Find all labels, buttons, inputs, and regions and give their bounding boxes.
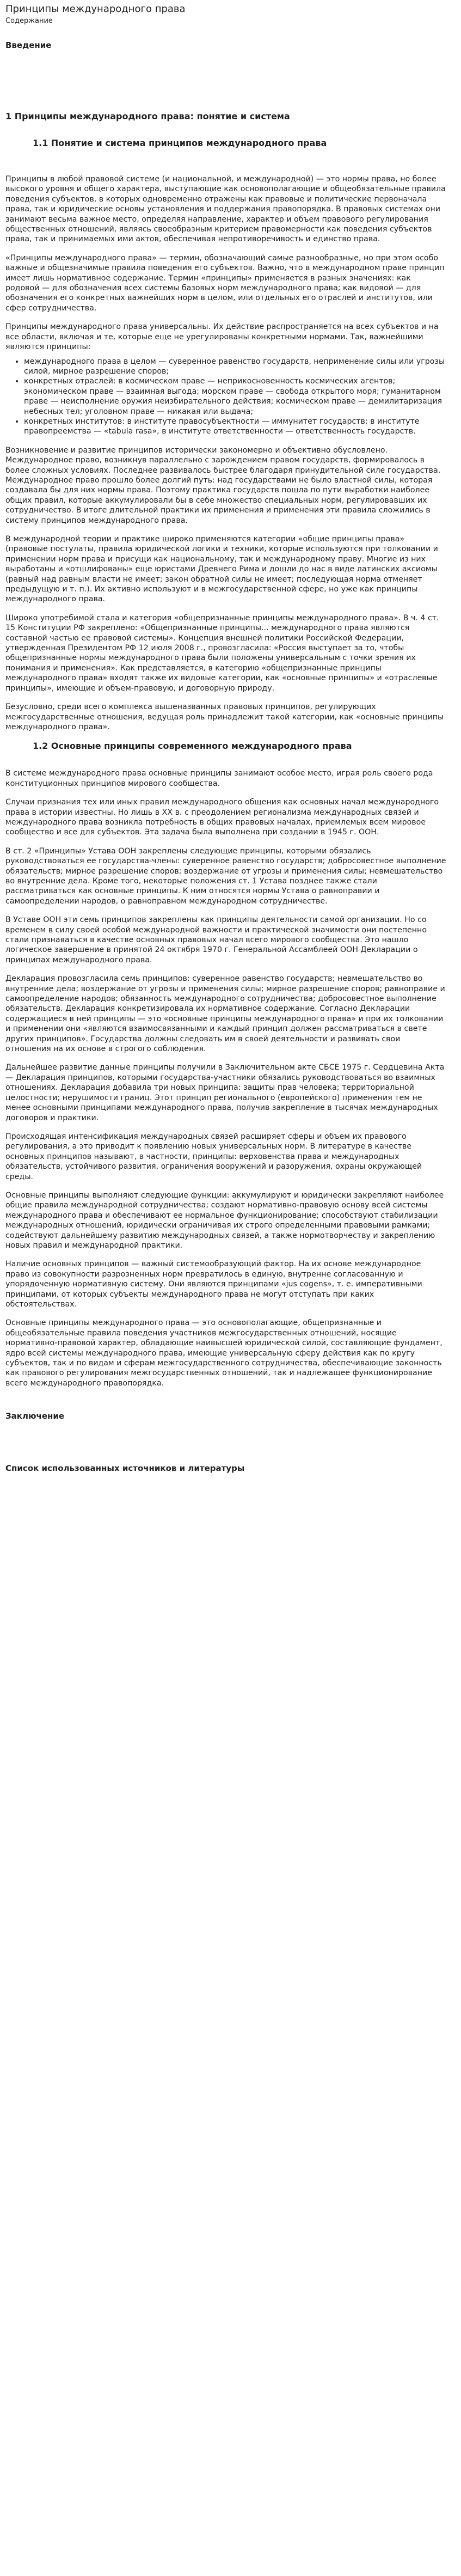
- heading-section-1-1: 1.1 Понятие и система принципов международного права: [33, 138, 327, 148]
- heading-section-1: 1 Принципы международного права: понятие и система: [5, 111, 290, 121]
- paragraph: В ст. 2 «Принципы» Устава ООН закреплены следующие принципы, которыми обязались руководствоваться ее государства-члены: суверенное равенство государств; добросовестное выполнение обязательств; мирное разрешение споров; воздержание от угрозы и применения силы; невмешательство во внутренние дела. Кроме того, некоторые положения ст. 1 Устава позднее также стали рассматриваться как основные принципы. К ним относятся нормы Устава о равноправии и самоопределении народов, о равноправном международном сотрудничестве.: [5, 846, 446, 906]
- paragraph: Декларация провозгласила семь принципов: суверенное равенство государств; невмешательство во внутренние дела; воздержание от угрозы и применения силы; мирное разрешение споров; равноправие и самоопределение народов; обязанность международного сотрудничества; добросовестное выполнение обязательств. Декларация конкретизировала их нормативное содержание. Согласно Декларации содержащиеся в ней принципы — это «основные принципы международного права» и при их толковании и применении они «являются взаимосвязанными и каждый принцип должен рассматриваться в свете других принципов». Государства должны следовать им в своей деятельности и развивать свои отношения на их основе в строгого соблюдения.: [5, 974, 445, 1054]
- paragraph: Происходящая интенсификация международных связей расширяет сферы и объем их правового регулирования, а это приводит к появлению новых универсальных норм. В литературе в качестве основных принципов называют, в частности, принципы: верховенства права и международных обязательств, устойчивого развития, ограничения вооружений и разоружения, охраны окружающей среды.: [5, 1132, 422, 1181]
- paragraph: Случаи признания тех или иных правил международного общения как основных начал международного права в истории известны. Но лишь в ХХ в. с преодолением регионализма международных связей и международного права возникла потребность в общих правовых началах, приемлемых всем мировое сообщество и все для субъектов. Эта задача была выполнена при создании в 1945 г. ООН.: [5, 798, 439, 837]
- heading-sources: Список использованных источников и литературы: [5, 1463, 245, 1474]
- heading-conclusion: Заключение: [5, 1411, 65, 1421]
- paragraph: Наличие основных принципов — важный системообразующий фактор. На их основе международное право из совокупности разрозненных норм превратилось в единую, внутренне согласованную и упорядоченную нормативную систему. Они являются принципами «jus cogens», т. е. императивными принципами, от которых субъекты международного права не могут отступать при каких обстоятельствах.: [5, 1260, 422, 1309]
- heading-introduction: Введение: [5, 40, 52, 50]
- paragraph: «Принципы международного права» — термин, обозначающий самые разнообразные, но при этом особо важные и общезначимые правила поведения его субъектов. Важно, что в международном праве принцип имеет лишь нормативное содержание. Термин «принципы» применяется в разных значениях: как родовой — для обозначения всех системы базовых норм международного права; как видовой — для обозначения его конкретных важнейших норм в целом, или отдельных его отраслей и институтов, или сфер сотрудничества.: [5, 253, 445, 313]
- paragraph: Широко употребимой стала и категория «общепризнанные принципы международного права». В ч. 4 ст. 15 Конституции РФ закреплено: «Общепризнанные принципы... международного права являются составной частью ее правовой системы». Концепция внешней политики Российской Федерации, утвержденная Президентом РФ 12 июля 2008 г., провозгласила: «Россия выступает за то, чтобы общепризнанные нормы международного права были положены универсальным с точки зрения их понимания и применения». Как представляется, в категорию «общепризнанные принципы международного права» входят также их видовые категории, как «основные принципы» и «отраслевые принципы», имеющие и объем-правовую, и договорную природу.: [5, 613, 439, 693]
- heading-section-1-2: 1.2 Основные принципы современного международного права: [33, 741, 352, 752]
- paragraph: Возникновение и развитие принципов исторически закономерно и объективно обусловлено. Международное право, возникнув параллельно с зарождением правом государств, формировалось в более сложных условиях. Последнее развивалось быстрее благодаря принудительной силе государства. Международное право прошло более долгий путь: над государствами не было властной силы, которая создавала бы для них нормы права. Поэтому практика государств пошла по пути выработки наиболее общих правил, которые аккумулировали бы в себе множество специальных норм, регулировавших их сотрудничество. В итоге длительной практики их применения и применения эти правила сложились в систему принципов международного права.: [5, 445, 441, 525]
- paragraph: Безусловно, среди всего комплекса вышеназванных правовых принципов, регулирующих межгосударственные отношения, ведущая роль принадлежит такой категории, как «основные принципы международного права».: [5, 703, 444, 731]
- toc-label: Содержание: [5, 17, 53, 25]
- list-item: • конкретных институтов: в институте правосубъектности — иммунитет государств; в институте правопреемства — «tabula rasa», в институте ответственности — ответственность государств.: [24, 417, 448, 437]
- paragraph: В Уставе ООН эти семь принципов закреплены как принципы деятельности самой организации. Но со временем в силу своей особой международной важности и практической значимости они постепенно стали признаваться в качестве основных правовых начал всего мирового сообщества. Это нашло логическое завершение в принятой 24 октября 1970 г. Генеральной Ассамблеей ООН Декларации о принципах международного права.: [5, 915, 427, 965]
- paragraph: В международной теории и практике широко применяются категории «общие принципы права» (правовые постулаты, правила юридической логики и техники, которые используются при толковании и применении норм права и присущи как национальному, так и международному праву. Многие из них выработаны и «отшлифованы» еще юристами Древнего Рима и дошли до нас в виде латинских аксиомы (равный над равным власти не имеет; закон обратной силы не имеет; последующая норма отменяет предыдущую и т. п.). Их активно используют и в межгосударственной сфере, но уже как принципы международного права.: [5, 535, 438, 604]
- page-title: Принципы международного права: [5, 3, 186, 15]
- list-item: • международного права в целом — суверенное равенство государств, неприменение силы или угрозы силой, мирное разрешение споров;: [24, 357, 448, 377]
- paragraph: В системе международного права основные принципы занимают особое место, играя роль своего рода конституционных принципов мирового сообщества.: [5, 769, 433, 788]
- list-item: • конкретных отраслей: в космическом праве — неприкосновенность космических агентов; экономическом праве — взаимная выгода; морском праве — свобода открытого моря; гуманитарном праве — неисполнение оружия неизбирательного действия; космическом праве — демилитаризация небесных тел; уголовном праве — никакая или выдача;: [24, 376, 448, 417]
- paragraph: Основные принципы выполняют следующие функции: аккумулируют и юридически закрепляют наиболее общие правила международной сотрудничества; создают нормативно-правовую основу всей системы международного права и обеспечивают ее нормальное функционирование; способствуют стабилизации международных отношений, юридически ограничивая их строго определенными правовыми рамками; содействуют дальнейшему развитию международных связей, а также нормотворчеству и закреплению новых правил и международной практики.: [5, 1191, 444, 1250]
- paragraph: Принципы в любой правовой системе (и национальной, и международной) — это нормы права, но более высокого уровня и общего характера, выступающие как основополагающие и общеобязательные правила поведения субъектов, в которых одновременно отражены как правовые и политические первоначала права, так и юридические основы установления и поддержания правопорядка. В правовых системах они занимают весьма важное место, определяя направление, характер и объем правового регулирования общественных отношений, являясь своеобразным критерием правомерности как поведения субъектов права, так и принимаемых ими актов, обеспечивая непротиворечивость и единство права.: [5, 175, 446, 244]
- principles-list: [5, 357, 448, 437]
- paragraph: Принципы международного права универсальны. Их действие распространяется на всех субъектов и на все области, включая и те, которые еще не урегулированы конкретными нормами. Так, важнейшими являются принципы:: [5, 322, 439, 352]
- paragraph: Основные принципы международного права — это основополагающие, общепризнанные и общеобязательные правила поведения участников межгосударственных отношений, носящие нормативно-правовой характер, обладающие наивысшей юридической силой, составляющие фундамент, ядро всей системы международного права, имеющие универсальную сферу действия как по кругу субъектов, так и по видам и сферам межгосударственного сотрудничества, обеспечивающие законность как правового регулирования межгосударственных отношений, так и надлежащее функционирование всего международного правопорядка.: [5, 1318, 442, 1388]
- paragraph: Дальнейшее развитие данные принципы получили в Заключительном акте СБСЕ 1975 г. Сердцевина Акта — Декларация принципов, которыми государства-участники обязались руководствоваться во взаимных отношениях. Декларация добавила три новых принципа: защиты прав человека; территориальной целостности; нерушимости границ. Этот принцип регионального (европейского) применения тем не менее основными принципами международного права, получив закрепление в тысячах международных договоров и практики.: [5, 1063, 445, 1122]
